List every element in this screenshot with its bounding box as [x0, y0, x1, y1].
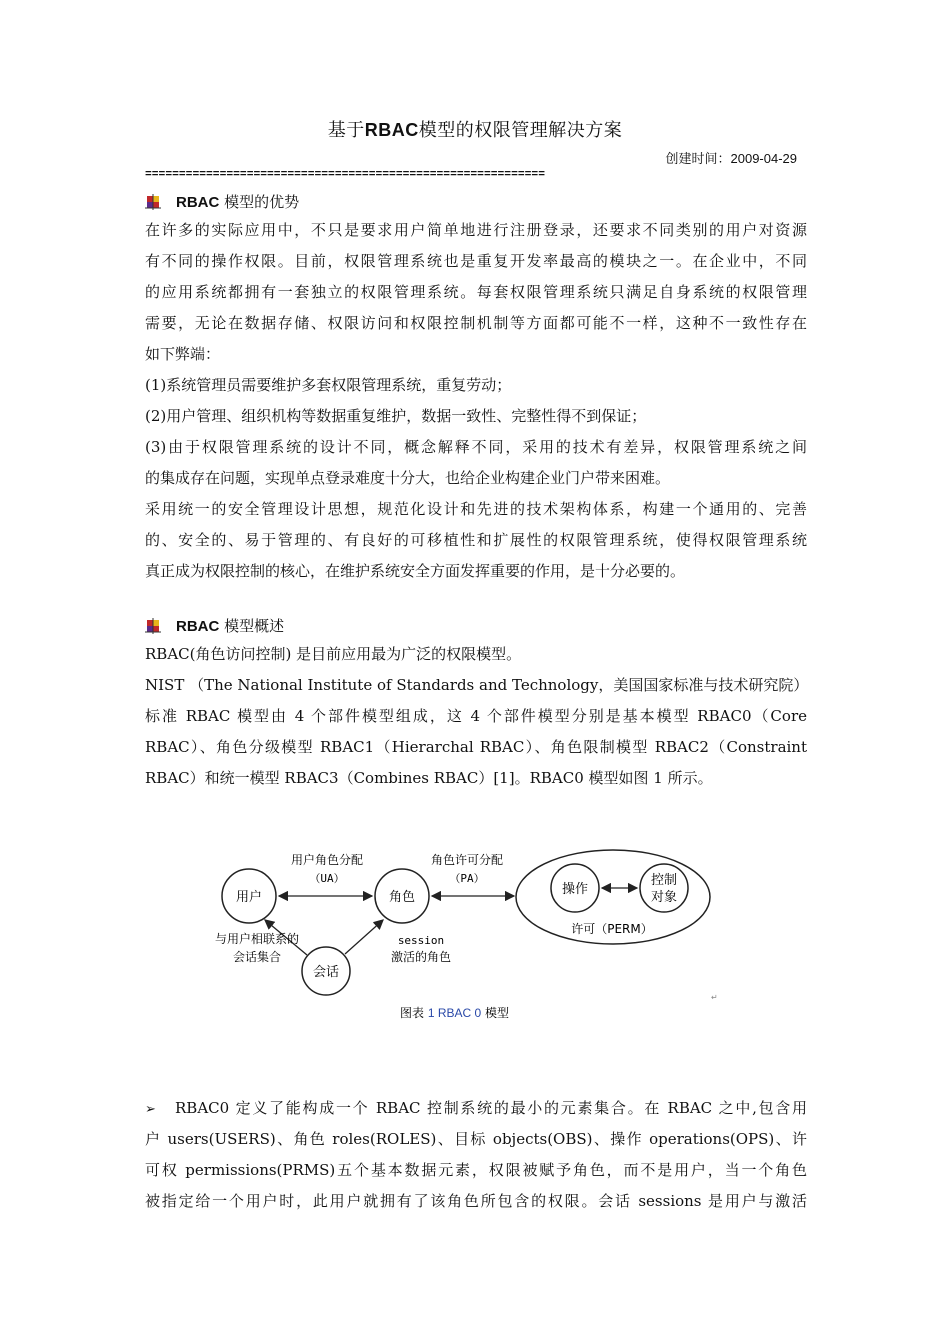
- text-line-content: RBAC0 定义了能构成一个 RBAC 控制系统的最小的元素集合。在 RBAC 之中,包含用: [175, 1099, 807, 1117]
- text-line: 真正成为权限控制的核心，在维护系统安全方面发挥重要的作用，是十分必要的。: [145, 562, 686, 580]
- bullet-square-icon: [145, 618, 161, 634]
- text-line: RBAC）和统一模型 RBAC3（Combines RBAC）[1]。RBAC0 模型如图 1 所示。: [145, 769, 713, 787]
- control-label-1: 控制: [650, 873, 678, 888]
- title-post: 模型的权限管理解决方案: [418, 120, 623, 141]
- perm-label: 许可（PERM）: [571, 922, 653, 936]
- text-line: 标准 RBAC 模型由 4 个部件模型组成，这 4 个部件模型分别是基本模型 RBAC0（Core: [145, 707, 807, 725]
- text-line: 需要，无论在数据存储、权限访问和权限控制机制等方面都可能不一样，这种不一致性存在: [145, 314, 807, 332]
- role-label: 角色: [388, 890, 416, 905]
- text-line: 在许多的实际应用中，不只是要求用户简单地进行注册登录，还要求不同类别的用户对资源: [145, 221, 807, 239]
- text-line: 的集成存在问题，实现单点登录难度十分大，也给企业构建企业门户带来困难。: [145, 469, 671, 487]
- document-title: [0, 116, 950, 142]
- session-role-label-2: 激活的角色: [390, 950, 452, 964]
- text-line: 可权 permissions(PRMS)五个基本数据元素，权限被赋予角色，而不是用户，当一个角色: [145, 1161, 807, 1179]
- session-role-label-1: session: [397, 934, 445, 947]
- arrow-bullet-icon: ➢: [145, 1102, 156, 1117]
- ua-label: 用户角色分配: [290, 853, 364, 867]
- text-line: [145, 1093, 807, 1124]
- session-label: 会话: [312, 965, 340, 980]
- heading-bold: RBAC: [176, 618, 220, 635]
- control-label-2: 对象: [650, 890, 678, 905]
- pa-abbr: （PA）: [449, 872, 485, 885]
- pa-label: 角色许可分配: [430, 853, 504, 867]
- section-heading-overview: [145, 615, 284, 637]
- text-line: 有不同的操作权限。目前，权限管理系统也是重复开发率最高的模块之一。在企业中，不同: [145, 252, 807, 270]
- heading-rest: 模型的优势: [219, 193, 300, 211]
- text-line: 的应用系统都拥有一套独立的权限管理系统。每套权限管理系统只满足自身系统的权限管理: [145, 283, 807, 301]
- text-line: 的、安全的、易于管理的、有良好的可移植性和扩展性的权限管理系统，使得权限管理系统: [145, 531, 807, 549]
- separator-rule: ===========================================================: [145, 169, 545, 181]
- ua-abbr: （UA）: [309, 872, 345, 885]
- heading-bold: RBAC: [176, 194, 220, 211]
- created-label: 创建时间：: [665, 152, 731, 167]
- created-time: [665, 148, 797, 167]
- section3-body: [145, 1093, 807, 1217]
- session-role-arrow: [345, 920, 383, 954]
- operation-label: 操作: [561, 882, 589, 897]
- text-line: (1)系统管理员需要维护多套权限管理系统，重复劳动；: [145, 376, 512, 394]
- text-line: RBAC(角色访问控制) 是目前应用最为广泛的权限模型。: [145, 645, 522, 663]
- user-session-label-2: 会话集合: [232, 950, 282, 964]
- rbac0-diagram: [195, 840, 725, 1030]
- text-line: 户 users(USERS)、角色 roles(ROLES)、目标 objects(OBS)、操作 operations(OPS)、许: [145, 1130, 807, 1148]
- heading-rest: 模型概述: [219, 617, 285, 635]
- text-line: (2)用户管理、组织机构等数据重复维护，数据一致性、完整性得不到保证；: [145, 407, 647, 425]
- bullet-square-icon: [145, 194, 161, 210]
- figure-caption: [400, 1005, 509, 1020]
- section2-body: [145, 639, 807, 794]
- user-label: 用户: [235, 890, 263, 905]
- text-line: (3)由于权限管理系统的设计不同，概念解释不同，采用的技术有差异，权限管理系统之间: [145, 438, 807, 456]
- text-line: 如下弊端：: [145, 345, 221, 363]
- text-line: 采用统一的安全管理设计思想，规范化设计和先进的技术架构体系，构建一个通用的、完善: [145, 500, 807, 518]
- user-session-label-1: 与用户相联系的: [214, 932, 300, 946]
- text-line: 被指定给一个用户时，此用户就拥有了该角色所包含的权限。会话 sessions 是用户与激活: [145, 1192, 807, 1210]
- text-line: RBAC）、角色分级模型 RBAC1（Hierarchal RBAC）、角色限制模型 RBAC2（Constraint: [145, 738, 807, 756]
- title-bold: RBAC: [364, 120, 419, 140]
- created-date: 2009-04-29: [730, 151, 797, 166]
- text-line: NIST （The National Institute of Standards and Technology，美国国家标准与技术研究院）: [145, 676, 809, 694]
- section-heading-advantages: [145, 191, 299, 213]
- title-pre: 基于: [327, 120, 365, 141]
- caption-num: 1 RBAC 0: [427, 1006, 482, 1020]
- paragraph-mark: ↵: [711, 993, 718, 1002]
- caption-post: 模型: [485, 1006, 510, 1020]
- section1-body: [145, 215, 807, 587]
- caption-pre: 图表: [400, 1006, 425, 1020]
